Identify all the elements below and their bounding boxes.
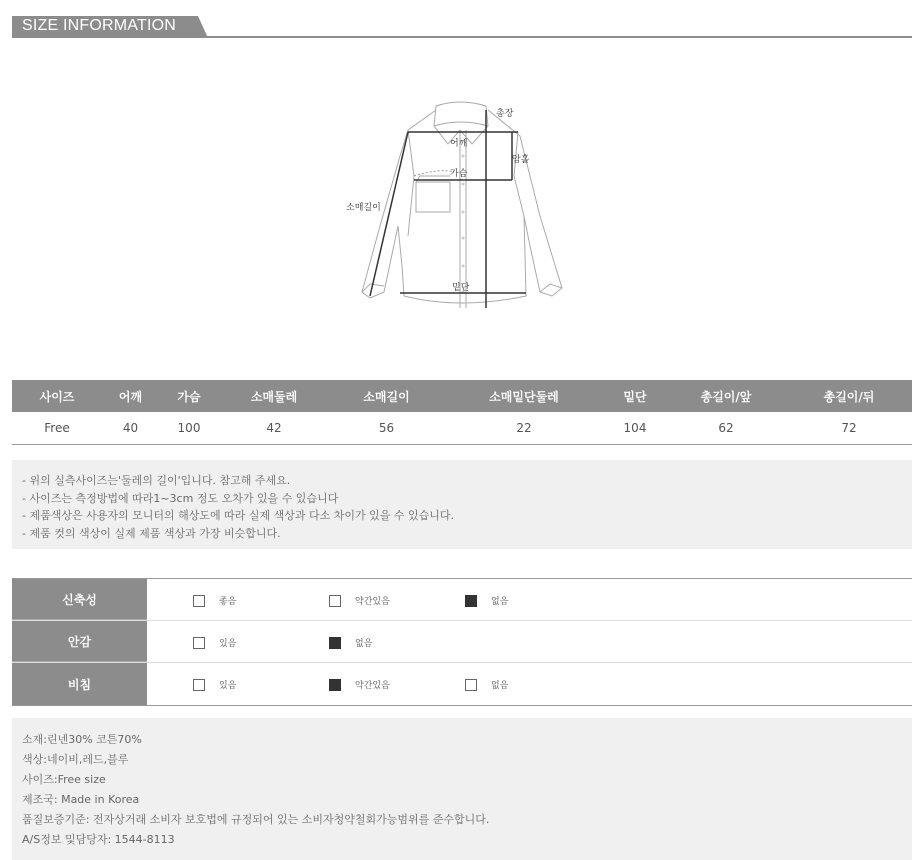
info-line-origin: 제조국: Made in Korea xyxy=(22,793,140,806)
property-row-lining xyxy=(12,621,912,663)
column-header: 소매길이 xyxy=(329,380,444,412)
option-label: 약간있음 xyxy=(355,681,390,691)
table-row xyxy=(12,412,912,444)
label-sleeve-length: 소매길이 xyxy=(346,203,381,213)
info-line-material: 소재:린넨30% 코튼70% xyxy=(22,733,142,746)
note-line: - 제품 컷의 색상이 실제 제품 색상과 가장 비슷합니다. xyxy=(22,526,281,540)
property-row-stretch xyxy=(12,579,912,621)
table-cell: 104 xyxy=(604,412,666,444)
label-armhole: 암홀 xyxy=(512,155,530,165)
table-cell: 56 xyxy=(329,412,444,444)
product-info xyxy=(12,718,912,860)
size-table xyxy=(12,380,912,445)
size-notes xyxy=(12,460,912,549)
option-label: 없음 xyxy=(355,639,373,649)
option-label: 좋음 xyxy=(219,597,237,607)
table-cell: 42 xyxy=(219,412,329,444)
note-line: - 제품색상은 사용자의 모니터의 해상도에 따라 실제 색상과 다소 차이가 있을 수 있습니다. xyxy=(22,509,454,522)
option-label: 약간있음 xyxy=(355,597,390,607)
section-title: SIZE INFORMATION xyxy=(22,17,177,34)
column-header: 사이즈 xyxy=(12,380,102,412)
column-header: 소매둘레 xyxy=(219,380,329,412)
column-header: 소매밑단둘레 xyxy=(444,380,604,412)
checkbox-checked xyxy=(329,637,341,649)
checkbox-empty xyxy=(465,679,477,691)
section-header xyxy=(12,16,912,38)
garment-size-diagram xyxy=(340,96,580,316)
option-label: 있음 xyxy=(219,639,237,649)
info-line-size: 사이즈:Free size xyxy=(22,773,106,786)
note-line: - 위의 실측사이즈는'둘레의 길이'입니다. 참고해 주세요. xyxy=(22,474,291,487)
property-label: 신축성 xyxy=(12,579,147,620)
property-label: 안감 xyxy=(12,621,147,662)
checkbox-checked xyxy=(329,679,341,691)
label-chest: 가슴 xyxy=(450,169,468,179)
option-slight xyxy=(329,594,390,607)
table-cell: Free xyxy=(12,412,102,444)
property-label: 비침 xyxy=(12,663,147,705)
note-line: - 사이즈는 측정방법에 따라1~3cm 정도 오차가 있을 수 있습니다 xyxy=(22,491,339,505)
fabric-properties-table xyxy=(12,578,912,706)
table-cell: 40 xyxy=(102,412,159,444)
option-yes xyxy=(193,636,236,649)
column-header: 밑단 xyxy=(604,380,666,412)
table-cell: 72 xyxy=(786,412,912,444)
label-total-length: 총장 xyxy=(496,109,514,119)
table-cell: 62 xyxy=(666,412,786,444)
info-line-as: A/S정보 및담당자: 1544-8113 xyxy=(22,833,175,846)
label-shoulder: 어깨 xyxy=(450,139,468,149)
property-row-sheer xyxy=(12,663,912,705)
info-line-color: 색상:네이비,레드,블루 xyxy=(22,753,129,766)
info-line-warranty: 품질보증기준: 전자상거래 소비자 보호법에 규정되어 있는 소비자청약철회가능범위를 준수합니다. xyxy=(22,813,490,826)
column-header: 가슴 xyxy=(159,380,219,412)
checkbox-empty xyxy=(329,595,341,607)
option-label: 없음 xyxy=(491,681,509,691)
option-yes xyxy=(193,678,236,691)
checkbox-checked xyxy=(465,595,477,607)
option-none xyxy=(465,678,508,691)
column-header: 총길이/뒤 xyxy=(786,380,912,412)
option-label: 있음 xyxy=(219,681,237,691)
option-none xyxy=(329,636,372,649)
column-header: 총길이/앞 xyxy=(666,380,786,412)
label-hem: 밑단 xyxy=(452,283,470,293)
option-none xyxy=(465,594,508,607)
checkbox-empty xyxy=(193,637,205,649)
checkbox-empty xyxy=(193,679,205,691)
column-header: 어깨 xyxy=(102,380,159,412)
checkbox-empty xyxy=(193,595,205,607)
option-good xyxy=(193,594,236,607)
option-slight xyxy=(329,678,390,691)
table-cell: 22 xyxy=(444,412,604,444)
option-label: 없음 xyxy=(491,597,509,607)
table-cell: 100 xyxy=(159,412,219,444)
size-table-header-row xyxy=(12,380,912,412)
